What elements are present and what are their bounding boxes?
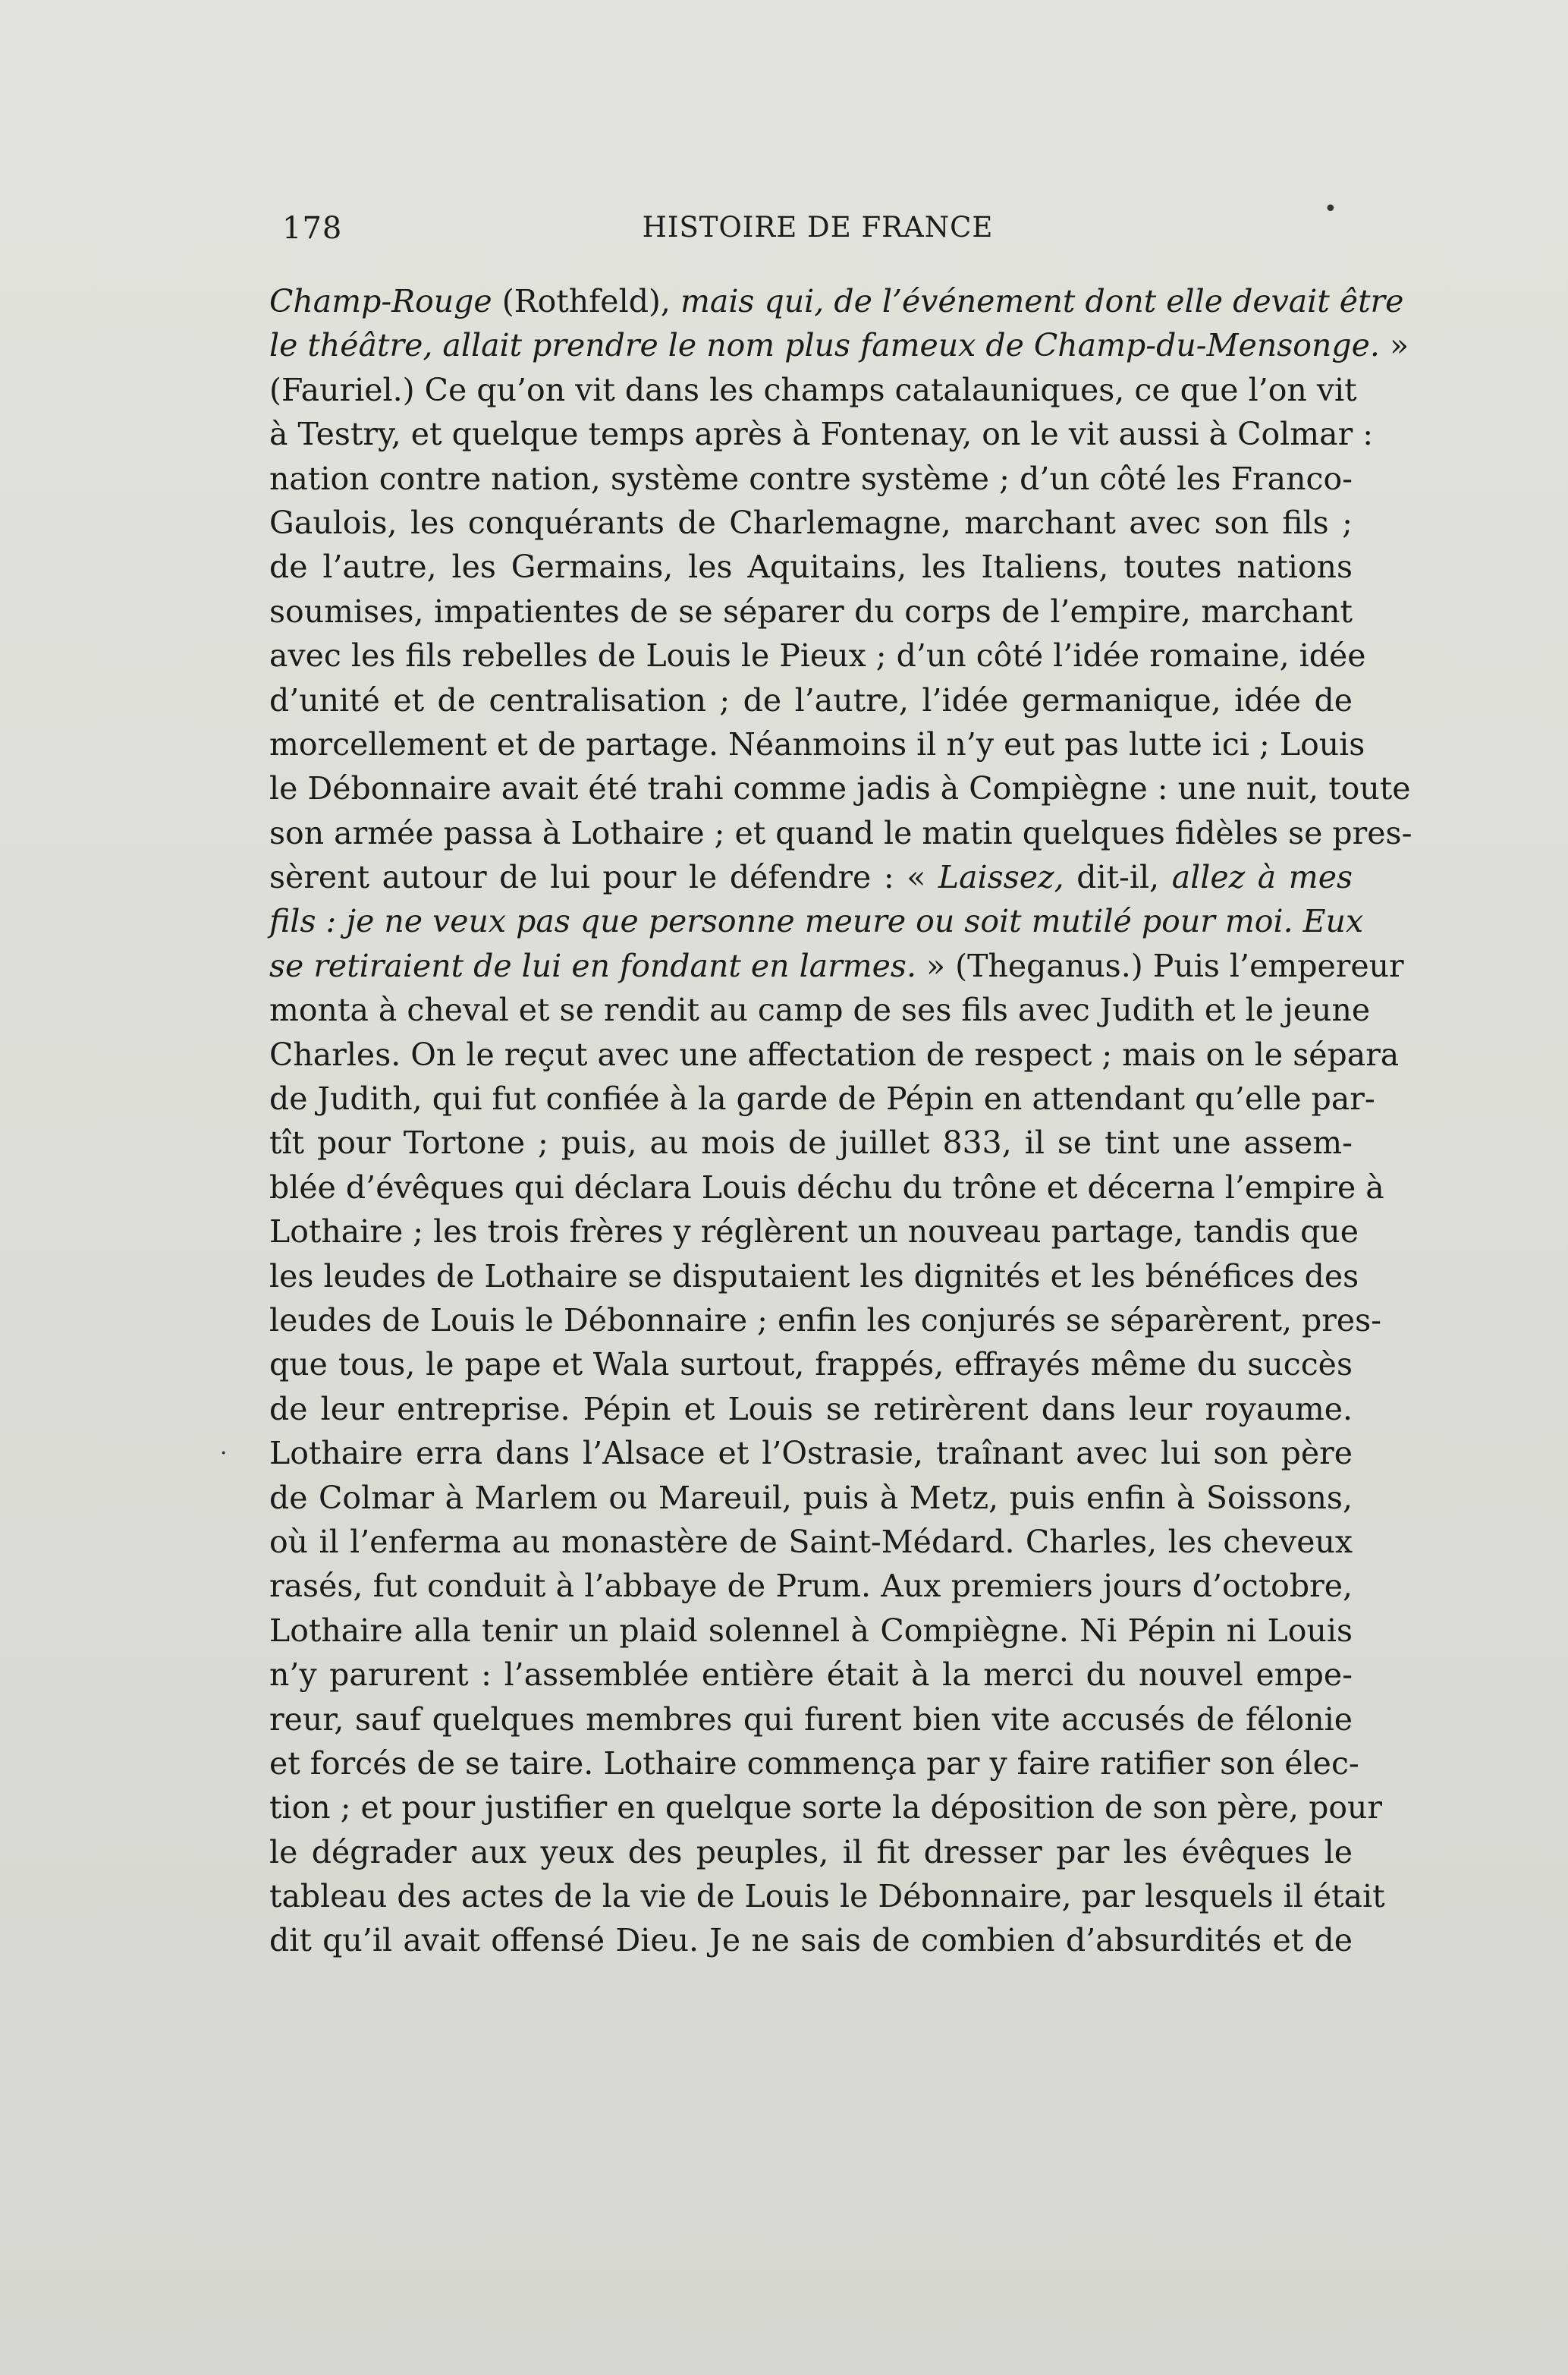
text-line <box>269 1033 1400 1077</box>
text-run: Lothaire ; les trois frères y réglèrent un nouveau partage, tandis que <box>269 1213 1359 1250</box>
text-line <box>269 634 1366 678</box>
text-line <box>269 766 1411 810</box>
text-line <box>269 1121 1353 1165</box>
text-run: (Fauriel.) Ce qu’on vit dans les champs catalauniques, ce que l’on vit <box>269 371 1357 408</box>
text-line <box>269 1697 1353 1741</box>
text-run: que tous, le pape et Wala surtout, frappés, effrayés même du succès <box>269 1346 1353 1383</box>
text-run: les leudes de Lothaire se disputaient les dignités et les bénéfices des <box>269 1257 1359 1294</box>
text-line <box>269 1830 1353 1874</box>
text-run: son armée passa à Lothaire ; et quand le matin quelques fidèles se pres- <box>269 814 1412 851</box>
text-run: le dégrader aux yeux des peuples, il fit dresser par les évêques le <box>269 1833 1353 1870</box>
italic-text-run: Laissez, <box>938 859 1064 896</box>
ink-speck: • <box>1324 196 1337 222</box>
text-line <box>269 1564 1353 1608</box>
text-run: de Judith, qui fut confiée à la garde de Pépin en attendant qu’elle par- <box>269 1081 1375 1118</box>
text-run: Gaulois, les conquérants de Charlemagne, marchant avec son fils ; <box>269 504 1353 541</box>
text-line <box>269 1653 1353 1697</box>
running-title: HISTOIRE DE FRANCE <box>642 211 994 244</box>
text-run: et forcés de se taire. Lothaire commença par y faire ratifier son élec- <box>269 1744 1359 1782</box>
text-run: à Testry, et quelque temps après à Fontenay, on le vit aussi à Colmar : <box>269 416 1374 453</box>
text-line <box>269 1210 1359 1254</box>
text-line <box>269 1609 1353 1653</box>
text-line <box>269 811 1412 855</box>
text-line <box>269 368 1357 412</box>
text-line <box>269 899 1364 943</box>
margin-dot: · <box>220 1440 228 1467</box>
text-line <box>269 1342 1353 1386</box>
text-line <box>269 1741 1359 1785</box>
text-run: n’y parurent : l’assemblée entière était à la merci du nouvel empe- <box>269 1656 1353 1694</box>
italic-text-run: Champ-Rouge <box>269 283 492 319</box>
text-line <box>269 1918 1353 1962</box>
text-line <box>269 1077 1375 1121</box>
italic-text-run: allez à mes <box>1171 859 1353 896</box>
text-run: sèrent autour de lui pour le défendre : « <box>269 859 938 896</box>
text-run: d’unité et de centralisation ; de l’autre, l’idée germanique, idée de <box>269 681 1353 719</box>
text-run: (Rothfeld), <box>492 283 680 319</box>
italic-text-run: fils : je ne veux pas que personne meure ou soit mutilé pour moi. Eux <box>269 903 1364 940</box>
text-line <box>269 855 1353 899</box>
italic-text-run: mais qui, de l’événement dont elle devait être <box>680 283 1404 319</box>
text-run: tableau des actes de la vie de Louis le Débonnaire, par lesquels il était <box>269 1878 1385 1915</box>
text-line <box>269 1476 1353 1520</box>
text-line <box>269 1254 1359 1298</box>
italic-text-run: se retiraient de lui en fondant en larmes. <box>269 947 916 984</box>
text-run: monta à cheval et se rendit au camp de ses fils avec Judith et le jeune <box>269 992 1371 1029</box>
text-line <box>269 1431 1353 1475</box>
page-number: 178 <box>282 211 343 246</box>
text-run: » <box>1379 327 1409 364</box>
text-line <box>269 1874 1385 1918</box>
text-run: dit qu’il avait offensé Dieu. Je ne sais de combien d’absurdités et de <box>269 1922 1353 1959</box>
text-run: blée d’évêques qui déclara Louis déchu du trône et décerna l’empire à <box>269 1169 1384 1206</box>
text-line <box>269 590 1353 634</box>
text-line <box>269 323 1409 367</box>
text-run: morcellement et de partage. Néanmoins il n’y eut pas lutte ici ; Louis <box>269 725 1365 763</box>
text-line <box>269 988 1371 1032</box>
body-text <box>269 279 1412 1963</box>
text-line <box>269 722 1365 766</box>
text-line <box>269 501 1353 545</box>
text-line <box>269 944 1404 988</box>
text-line <box>269 678 1353 722</box>
text-run: de Colmar à Marlem ou Mareuil, puis à Metz, puis enfin à Soissons, <box>269 1479 1353 1516</box>
text-run: leudes de Louis le Débonnaire ; enfin les conjurés se séparèrent, pres- <box>269 1301 1382 1338</box>
text-run: reur, sauf quelques membres qui furent bien vite accusés de félonie <box>269 1700 1353 1738</box>
text-run: » (Theganus.) Puis l’empereur <box>916 947 1404 984</box>
italic-text-run: le théâtre, allait prendre le nom plus fameux de Champ-du-Mensonge. <box>269 327 1380 364</box>
text-line <box>269 1387 1353 1431</box>
text-line <box>269 1165 1384 1210</box>
text-run: où il l’enferma au monastère de Saint-Médard. Charles, les cheveux <box>269 1523 1353 1560</box>
page-header <box>282 211 1353 256</box>
text-line <box>269 1298 1382 1342</box>
text-line <box>269 1520 1353 1564</box>
text-run: le Débonnaire avait été trahi comme jadis à Compiègne : une nuit, toute <box>269 770 1411 807</box>
text-run: Lothaire alla tenir un plaid solennel à Compiègne. Ni Pépin ni Louis <box>269 1612 1353 1649</box>
text-run: avec les fils rebelles de Louis le Pieux ; d’un côté l’idée romaine, idée <box>269 637 1366 675</box>
text-run: tît pour Tortone ; puis, au mois de juillet 833, il se tint une assem- <box>269 1125 1353 1162</box>
text-run: Charles. On le reçut avec une affectation de respect ; mais on le sépara <box>269 1036 1400 1073</box>
text-run: rasés, fut conduit à l’abbaye de Prum. Aux premiers jours d’octobre, <box>269 1568 1353 1605</box>
text-line <box>269 412 1374 456</box>
text-run: de l’autre, les Germains, les Aquitains, les Italiens, toutes nations <box>269 549 1353 586</box>
text-run: tion ; et pour justifier en quelque sorte la déposition de son père, pour <box>269 1789 1383 1826</box>
text-run: soumises, impatientes de se séparer du corps de l’empire, marchant <box>269 593 1353 630</box>
text-line <box>269 1785 1383 1829</box>
text-line <box>269 279 1404 323</box>
text-run: nation contre nation, système contre système ; d’un côté les Franco- <box>269 460 1353 497</box>
text-run: dit-il, <box>1064 859 1172 896</box>
text-run: de leur entreprise. Pépin et Louis se retirèrent dans leur royaume. <box>269 1390 1353 1427</box>
text-run: Lothaire erra dans l’Alsace et l’Ostrasie, traînant avec lui son père <box>269 1435 1353 1472</box>
text-line <box>269 457 1353 501</box>
text-line <box>269 545 1353 589</box>
